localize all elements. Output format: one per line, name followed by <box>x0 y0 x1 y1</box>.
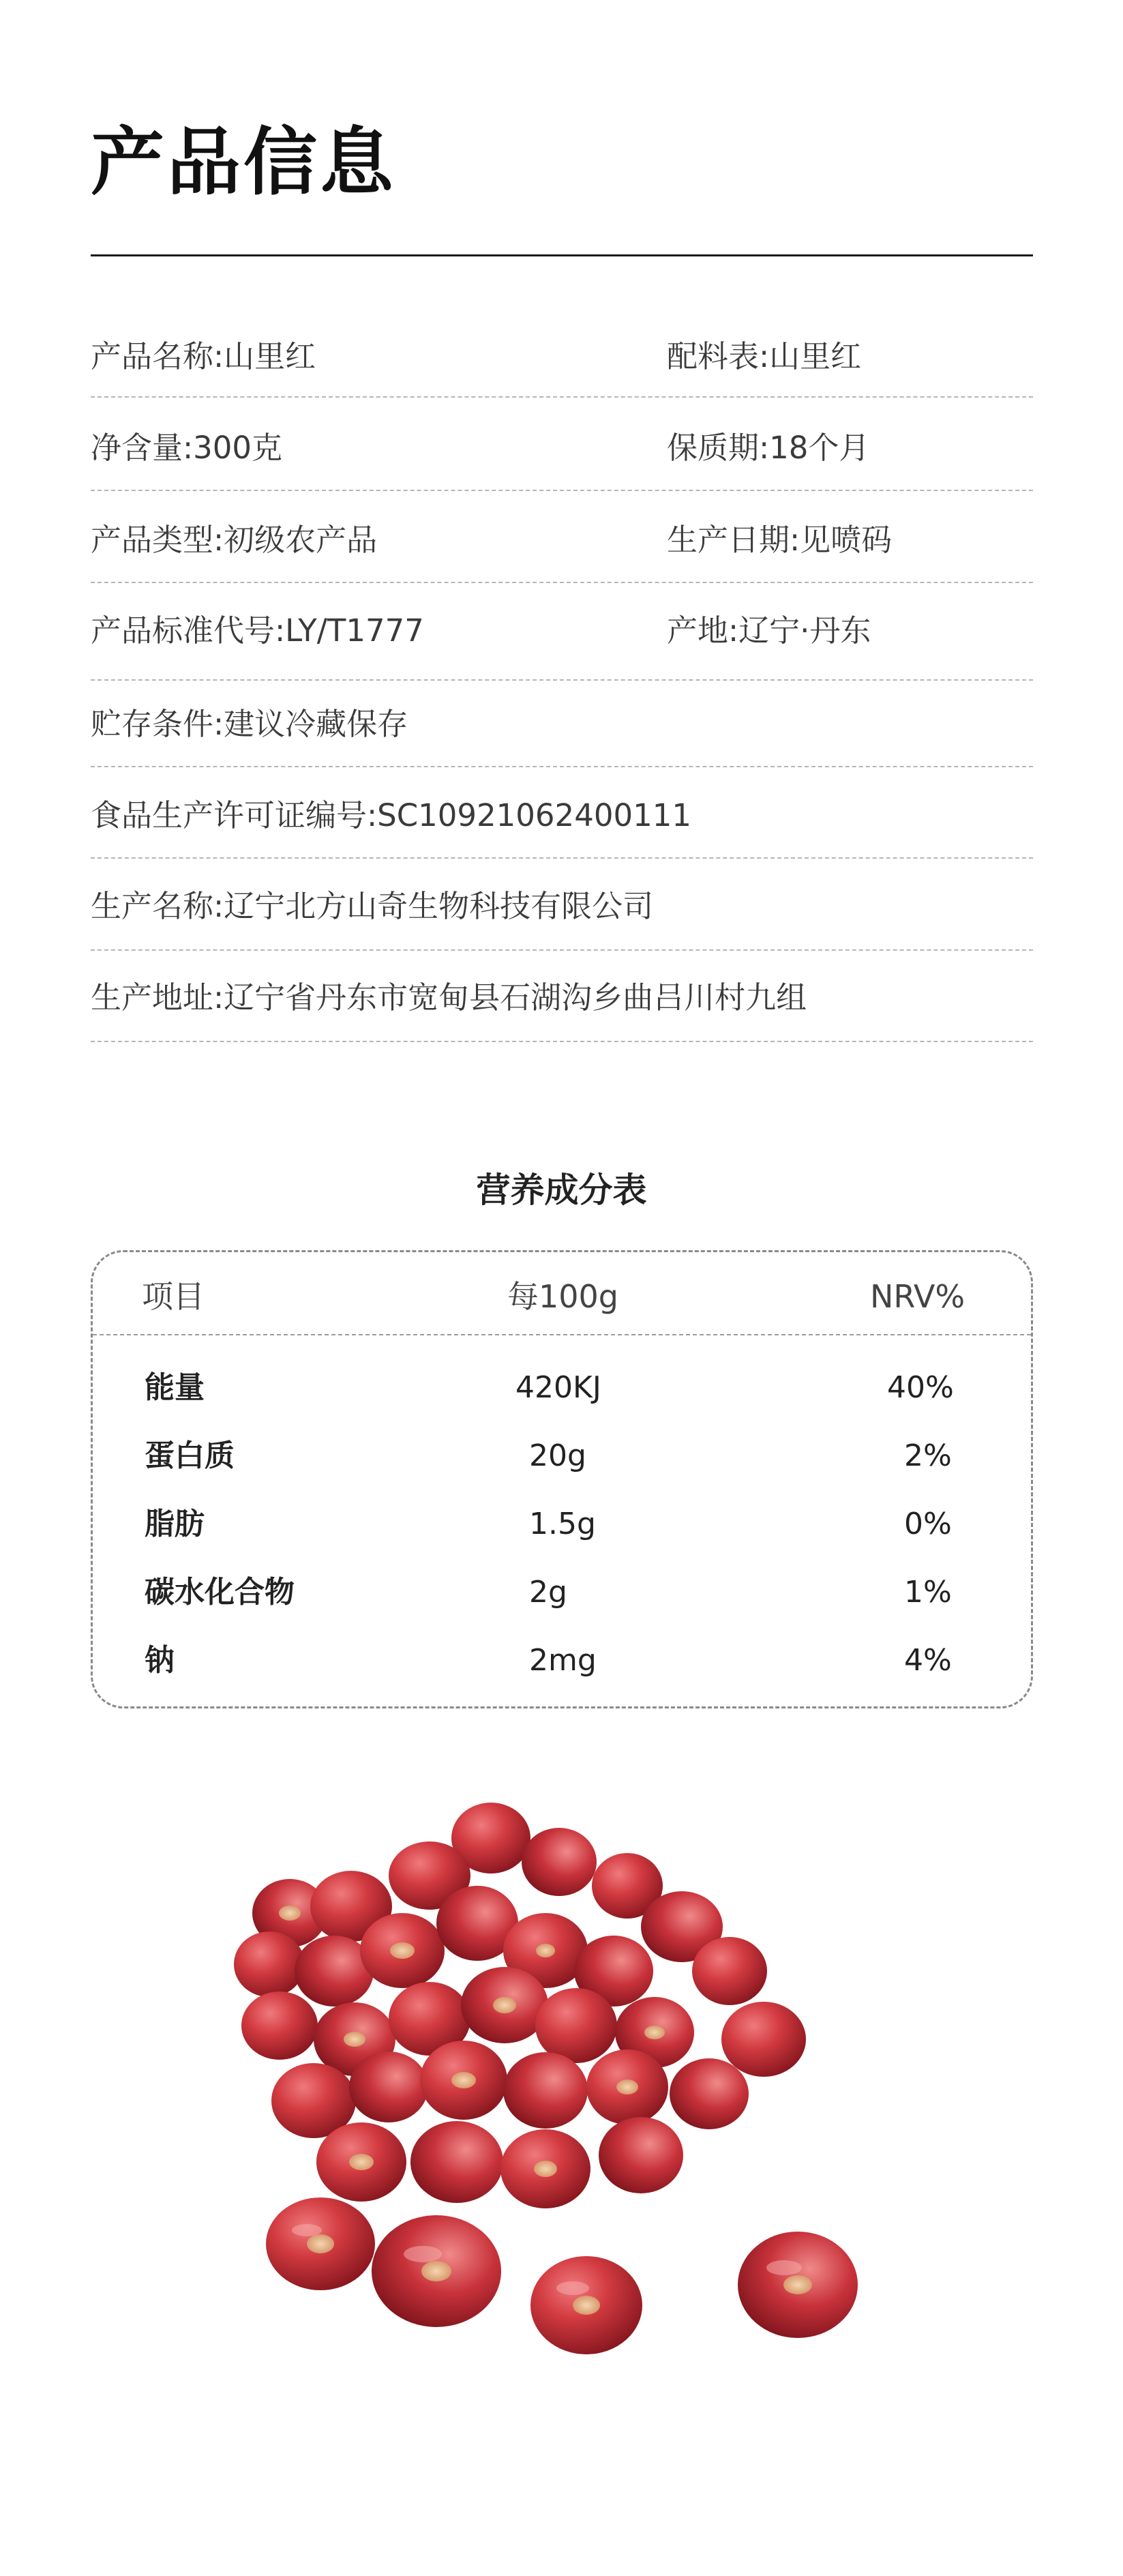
info-row <box>91 432 1033 491</box>
nutrition-header-divider <box>93 1334 1031 1335</box>
info-row <box>91 979 1033 1042</box>
info-net-weight: 净含量:300克 <box>91 430 283 466</box>
hawthorn-berries <box>234 1803 858 2354</box>
info-origin: 产地:辽宁·丹东 <box>667 612 871 649</box>
page-title: 产品信息 <box>91 120 397 205</box>
info-row <box>91 612 1033 681</box>
nutrition-row-value: 2g <box>529 1575 567 1610</box>
info-row <box>91 706 1033 767</box>
nutrition-row-name: 碳水化合物 <box>145 1575 295 1610</box>
nutrition-row-name: 钠 <box>145 1643 175 1678</box>
nutrition-row-value: 2mg <box>529 1643 597 1678</box>
info-shelf-life: 保质期:18个月 <box>667 430 870 466</box>
info-address: 生产地址:辽宁省丹东市宽甸县石湖沟乡曲吕川村九组 <box>91 979 807 1016</box>
nutrition-row-nrv: 40% <box>887 1370 954 1405</box>
info-row <box>91 524 1033 583</box>
info-product-type: 产品类型:初级农产品 <box>91 522 378 558</box>
nutrition-row-name: 能量 <box>145 1370 205 1405</box>
info-ingredients: 配料表:山里红 <box>667 338 862 374</box>
nutrition-row-nrv: 4% <box>904 1643 952 1678</box>
nutrition-row-nrv: 2% <box>904 1438 952 1473</box>
nutrition-row-name: 脂肪 <box>145 1507 205 1541</box>
nutrition-row-value: 20g <box>529 1438 586 1473</box>
nutrition-header-per100g: 每100g <box>507 1278 618 1315</box>
info-row <box>91 888 1033 951</box>
nutrition-row-nrv: 0% <box>904 1507 952 1541</box>
title-divider <box>91 254 1033 256</box>
info-row <box>91 797 1033 859</box>
nutrition-title: 营养成分表 <box>476 1170 647 1210</box>
nutrition-row-name: 蛋白质 <box>145 1438 235 1473</box>
info-storage: 贮存条件:建议冷藏保存 <box>91 706 408 742</box>
nutrition-table <box>91 1250 1033 1708</box>
nutrition-row-value: 420KJ <box>515 1370 601 1405</box>
info-row <box>91 338 1033 398</box>
info-license-number: 食品生产许可证编号:SC10921062400111 <box>91 797 691 833</box>
nutrition-header-nrv: NRV% <box>870 1278 965 1315</box>
nutrition-header-item: 项目 <box>142 1278 205 1315</box>
info-manufacturer: 生产名称:辽宁北方山奇生物科技有限公司 <box>91 888 654 924</box>
nutrition-row-nrv: 1% <box>904 1575 952 1610</box>
nutrition-row-value: 1.5g <box>529 1507 596 1541</box>
info-standard-code: 产品标准代号:LY/T1777 <box>91 612 424 649</box>
info-product-name: 产品名称:山里红 <box>91 338 316 374</box>
product-photo <box>205 1766 886 2483</box>
info-production-date: 生产日期:见喷码 <box>667 522 893 558</box>
